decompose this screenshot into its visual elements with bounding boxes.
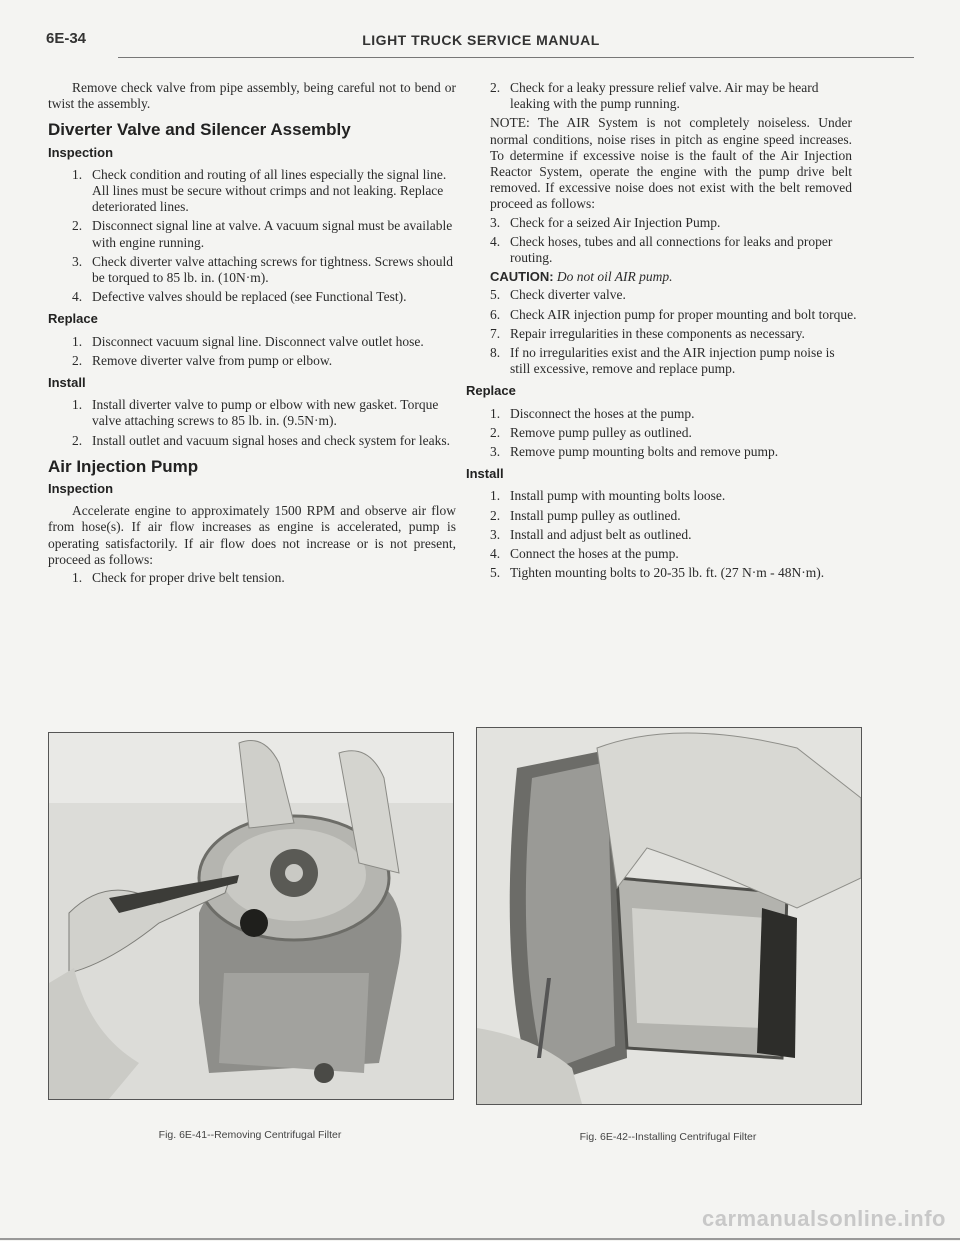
list-item: 6. Check AIR injection pump for proper mounting and bolt torque. bbox=[490, 306, 857, 322]
intro-paragraph: Remove check valve from pipe assembly, being careful not to bend or twist the assembly. bbox=[48, 80, 456, 112]
subheading-replace: Replace bbox=[48, 311, 98, 327]
pump-photo-illustration bbox=[477, 728, 861, 1104]
list-item: 3. Remove pump mounting bolts and remove pump. bbox=[490, 444, 779, 460]
section-heading-air-pump: Air Injection Pump bbox=[48, 456, 199, 476]
list-item: 1. Disconnect the hoses at the pump. bbox=[490, 405, 695, 421]
manual-title: LIGHT TRUCK SERVICE MANUAL bbox=[362, 32, 600, 48]
list-item: 8. If no irregularities exist and the AIR injection pump noise is still excessive, remove and replace pump. bbox=[490, 345, 835, 377]
subheading-install: Install bbox=[48, 375, 86, 391]
list-item: 2. Disconnect signal line at valve. A vacuum signal must be available with engine running. bbox=[72, 218, 453, 250]
pump-photo-illustration bbox=[49, 733, 453, 1099]
bottom-rule bbox=[0, 1238, 960, 1240]
figure-removing-filter bbox=[48, 732, 454, 1100]
list-item: 2. Check for a leaky pressure relief valve. Air may be heard leaking with the pump running. bbox=[490, 80, 819, 112]
list-item: 1. Check condition and routing of all lines especially the signal line. All lines must be secure without crimps and not leaking. Replace deteriorated lines. bbox=[72, 166, 447, 215]
right-column bbox=[466, 80, 858, 584]
caution-label: CAUTION: bbox=[490, 269, 554, 285]
page-header bbox=[46, 28, 916, 58]
list-item: 2. Remove diverter valve from pump or elbow. bbox=[72, 352, 333, 368]
list-item: 4. Check hoses, tubes and all connections for leaks and proper routing. bbox=[490, 233, 833, 266]
note-paragraph: NOTE: The AIR System is not completely noiseless. Under normal conditions, noise rises in pitch as engine speed increases. To determine if excessive noise is the fault of the Air Injection Reactor System, operate the engine with the pump drive belt removed. If excessive noise does not exist with the belt removed proceed as follows: bbox=[490, 115, 852, 212]
subheading-inspection: Inspection bbox=[48, 481, 114, 497]
list-item: 4. Defective valves should be replaced (see Functional Test). bbox=[72, 289, 407, 305]
list-item: 2. Remove pump pulley as outlined. bbox=[490, 424, 692, 440]
list-item: 3. Check diverter valve attaching screws for tightness. Screws should be torqued to 85 lb. in. (10N·m). bbox=[72, 253, 454, 286]
air-pump-paragraph: Accelerate engine to approximately 1500 RPM and observe air flow from hose(s). If air flow increases as engine is accelerated, pump is operating satisfactorily. If air flow does not increase or is not present, proceed as follows: bbox=[48, 503, 456, 567]
list-item: 3. Check for a seized Air Injection Pump. bbox=[490, 214, 721, 230]
list-item: 1. Install pump with mounting bolts loose. bbox=[490, 488, 726, 504]
list-item: 2. Install pump pulley as outlined. bbox=[490, 507, 681, 523]
list-item: 1. Disconnect vacuum signal line. Disconnect valve outlet hose. bbox=[72, 333, 424, 349]
list-item: 1. Check for proper drive belt tension. bbox=[72, 570, 285, 586]
subheading-inspection: Inspection bbox=[48, 144, 114, 160]
figure-caption: Fig. 6E-42--Installing Centrifugal Filter bbox=[579, 1131, 757, 1143]
site-watermark: carmanualsonline.info bbox=[702, 1206, 946, 1231]
list-item: 4. Connect the hoses at the pump. bbox=[490, 546, 679, 562]
list-item: 2. Install outlet and vacuum signal hoses and check system for leaks. bbox=[72, 432, 451, 448]
subheading-replace: Replace bbox=[466, 383, 516, 399]
left-column bbox=[48, 80, 456, 589]
header-rule bbox=[118, 57, 914, 58]
figure-installing-filter bbox=[476, 727, 862, 1105]
subheading-install: Install bbox=[466, 466, 504, 482]
list-item: 5. Check diverter valve. bbox=[490, 287, 626, 303]
list-item: 7. Repair irregularities in these components as necessary. bbox=[490, 325, 805, 341]
figure-caption: Fig. 6E-41--Removing Centrifugal Filter bbox=[158, 1129, 342, 1141]
caution-text: Do not oil AIR pump. bbox=[556, 269, 673, 285]
list-item: 1. Install diverter valve to pump or elbow with new gasket. Torque valve attaching screws to 85 lb. in. (9.5N·m). bbox=[72, 397, 439, 429]
list-item: 3. Install and adjust belt as outlined. bbox=[490, 526, 692, 542]
list-item: 5. Tighten mounting bolts to 20-35 lb. ft. (27 N·m - 48N·m). bbox=[490, 565, 825, 581]
section-heading-diverter: Diverter Valve and Silencer Assembly bbox=[48, 120, 351, 140]
caution-line bbox=[466, 269, 858, 285]
page-number: 6E-34 bbox=[46, 30, 87, 47]
